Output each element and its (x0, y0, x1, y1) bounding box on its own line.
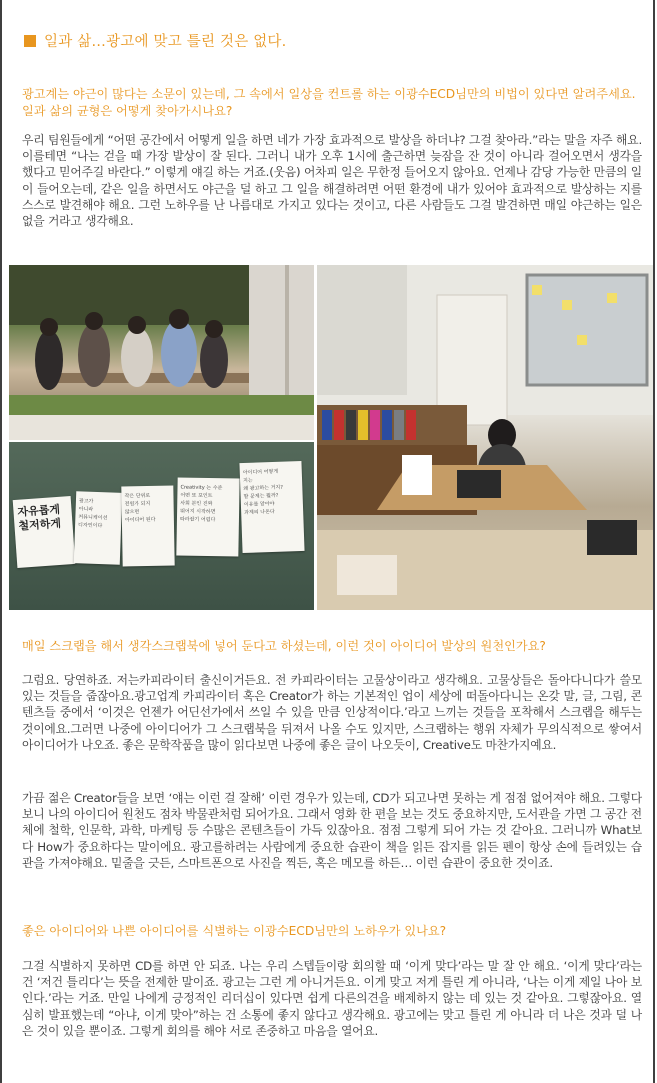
question-2: 매일 스크랩을 해서 생각스크랩북에 넣어 둔다고 하셨는데, 이런 것이 아이디어 발상의 원천인가요? (22, 639, 546, 653)
answer-3: 가끔 젊은 Creator들을 보면 ‘얘는 이런 걸 잘해’ 이런 경우가 있는데, CD가 되고나면 못하는 게 점점 없어져야 해요. 그렇다보니 나의 아이디어 원천도 점차 박물관처럼 되어가요. 그래서 영화 한 편을 보는 것도 중요하지만, 도서관을 가면 그 공간 전체에 철학, 인문학, 과학, 마케팅 등 수많은 콘텐츠들이 가득 있잖아요. 점점 그렇게 되어 가는 것 같아요. 그러니까 What보다 How가 중요하다는 말이에요. 광고를하려는 사람에게 중요한 습관이 책을 읽든 잡지를 읽든 펜이 항상 손에 들려있는 습관을 가져야해요. 밑줄을 긋든, 스마트폰으로 사진을 찍든, 혹은 메모를 하든… 이런 습관이 중요한 것이죠. (22, 791, 642, 870)
answer-1: 우리 팀원들에게 “어떤 공간에서 어떻게 일을 하면 네가 가장 효과적으로 발상을 하더냐? 그걸 찾아라.”라는 말을 자주 해요. 이를테면 “나는 걷을 때 가장 발상이 잘 된다. 그러니 내가 오후 1시에 출근하면 늦잠을 잔 것이 아니라 걸어오면서 생각을 했다고 믿어주길 바란다.” 이렇게 얘길 하는 거죠.(웃음) 어차피 일은 무한정 들어오지 않아요. 언제나 감당 가능한 만큼의 일이 들어오는데, 같은 일을 하면서도 야근을 덜 하고 그 일을 해결하려면 어떤 환경에 내가 있어야 효과적으로 발상하는 지를 스스로 발견해야 해요. 그런 노하우를 난 나름대로 가지고 있다는 것이고, 다른 사람들도 그걸 발견하면 매일 야근하는 일은 없을 거라고 생각해요. (22, 133, 642, 229)
section-title-text: 일과 삶…광고에 맞고 틀린 것은 없다. (44, 34, 287, 50)
note-card-5: 아이디어 어떻게 지는 왜 광고하는 거지? 할 문제는 뭘까? 이유를 알아야 과제의 나온다 (239, 461, 304, 553)
note-card-3: 작은 단위로 전원가 되지 않으면 아이디어 된다 (121, 486, 174, 567)
photo-desk-notes (9, 442, 314, 610)
note-card-4: Creativity 는 수준 어떤 또 포인트 사회 본인 진짜 뛰어지 시작하면 따라잡기 어렵다 (176, 477, 239, 556)
square-bullet-icon (24, 35, 36, 47)
photo-office-desk (317, 265, 653, 610)
question-3: 좋은 아이디어와 나쁜 아이디어를 식별하는 이광수ECD님만의 노하우가 있나요? (22, 924, 447, 938)
section-title (24, 30, 286, 51)
note-card-2: 광고가 아니라 커뮤니케이션 디자인이다 (74, 491, 122, 565)
answer-4: 그걸 식별하지 못하면 CD를 하면 안 되죠. 나는 우리 스텝들이랑 회의할 때 ‘이게 맞다’라는 말 잘 안 해요. ‘이게 맞다’라는 건 ‘저건 틀리다’는 뜻을 전제한 말이죠. 광고는 그런 게 아니거든요. 이게 맞고 저게 틀린 게 아니라, ‘나는 이게 제일 나아 보인다.’라는 거죠. 만일 나에게 긍정적인 리더십이 있다면 쉽게 다른의견을 배제하지 않는 데 있는 것 같아요. 그렇잖아요. 열심히 발표했는데 “아냐, 이게 맞아”하는 건 소통에 좋지 않다고 생각해요. 광고에는 맞고 틀린 게 아니라 더 나은 것과 덜 나은 것이 있을 뿐이죠. 그렇게 회의를 해야 서로 존중하고 마음을 열어요. (22, 959, 642, 1038)
photo-team-meeting-outdoor (9, 265, 314, 440)
question-1: 광고계는 야근이 많다는 소문이 있는데, 그 속에서 일상을 컨트롤 하는 이광수ECD님만의 비법이 있다면 알려주세요.일과 삶의 균형은 어떻게 찾아가시나요? (22, 87, 636, 118)
note-card-1: 자유롭게 철저하게 (13, 496, 76, 568)
answer-2: 그럼요. 당연하죠. 저는카피라이터 출신이거든요. 전 카피라이터는 고물상이라고 생각해요. 고물상들은 돌아다니다가 쓸모 있는 것들을 줍잖아요.광고업계 카피라이터 혹은 Creator가 하는 기본적인 업이 세상에 떠돌아다니는 온갖 말, 글, 그림, 콘텐츠들 중에서 ‘이것은 언젠가 어딘선가에서 쓰일 수 있을 만큼 인상적이다.’라고 느끼는 것들을 포착해서 스크랩을 해두는 것이에요.그러면 나중에 아이디어가 그 스크랩북을 뒤져서 나올 수도 있지만, 스크랩하는 행위 자체가 무의식적으로 쌓여서 아이디어가 나오죠. 좋은 문학작품을 많이 읽다보면 나중에 좋은 글이 나오듯이, Creative도 마찬가지예요. (22, 673, 642, 752)
